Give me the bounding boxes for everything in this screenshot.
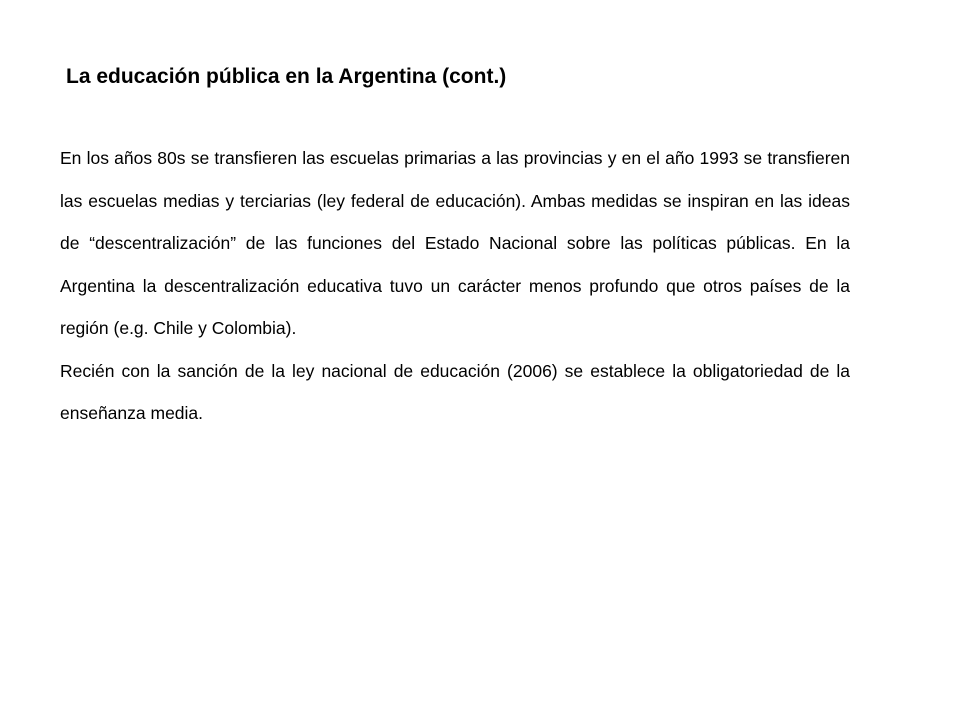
slide-body	[60, 137, 850, 435]
body-paragraph: En los años 80s se transfieren las escuelas primarias a las provincias y en el año 1993 se transfieren las escuelas medias y terciarias (ley federal de educación). Ambas medidas se inspiran en las ideas de “descentralización” de las funciones del Estado Nacional sobre las políticas públicas. En la Argentina la descentralización educativa tuvo un carácter menos profundo que otros países de la región (e.g. Chile y Colombia).	[60, 148, 850, 338]
slide-title: La educación pública en la Argentina (cont.)	[66, 65, 507, 88]
body-paragraph: Recién con la sanción de la ley nacional de educación (2006) se establece la obligatoriedad de la enseñanza media.	[60, 360, 850, 423]
